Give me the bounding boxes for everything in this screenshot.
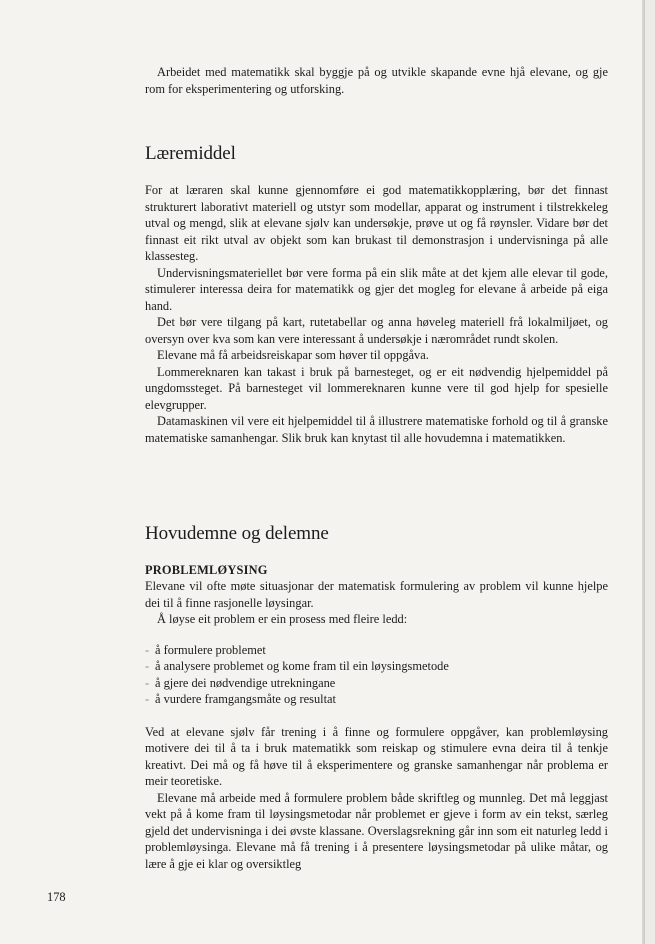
subheading-problemloysing: PROBLEMLØYSING [145,563,268,577]
section-heading-hovudemne: Hovudemne og delemne [145,523,329,544]
laeremiddel-section [145,143,608,446]
page-edge [645,0,655,944]
intro-section [145,64,608,97]
dash-marker: - [145,642,150,657]
laeremiddel-paragraph: For at læraren skal kunne gjennomføre ei god matematikkopplæring, bør det finnast strukturert laborativt materiell og utstyr som modellar, apparat og instrument i tilstrekkeleg utval og mengd, slik at elevane sjølv kan undersøkje, prøve ut og få røynsler. Vidare bør det finnast eit rikt utval av objekt som kan brukast til demonstrasjon i undervisninga på alle klassesteg. [145,183,608,263]
section-heading-laeremiddel: Læremiddel [145,143,236,164]
laeremiddel-paragraph: Elevane må få arbeidsreiskapar som høver til oppgåva. [157,348,429,362]
hovudemne-section [145,523,608,872]
list-item: - å gjere dei nødvendige utrekningane [145,675,336,690]
dash-marker: - [145,692,150,706]
laeremiddel-paragraph: Lommereknaren kan takast i bruk på barnesteget, og er eit nødvendig hjelpemiddel på ungdomssteget. På barnesteget vil lommereknaren kunne vere til god hjelp for spesielle elevgrupper. [145,364,608,412]
laeremiddel-paragraph: Det bør vere tilgang på kart, rutetabellar og anna høveleg materiell frå lokalmiljøet, og oversyn over kva som kan vere interessant å undersøkje i nærområdet rundt skolen. [145,315,608,346]
list-item: - å analysere problemet og kome fram til ein løysingsmetode [145,659,449,673]
page-number: 178 [47,890,66,904]
problemloysing-paragraph: Ved at elevane sjølv får trening i å finne og formulere oppgåver, kan problemløysing motivere dei til å ta i bruk matematikk som reiskap og stimulere evna deira til å tenkje kreativt. Dei må og få høve til å eksperimentere og granske samanhengar når problema er meir teoretiske. [145,724,608,788]
problemloysing-paragraph: Elevane må arbeide med å formulere problem både skriftleg og munnleg. Det må leggjast vekt på å kome fram til løysingsmetodar når problemet er gjeve i form av ein tekst, særleg gjeld det undervisninga i dei øvste klassane. Overslagsrekning går inn som eit naturleg ledd i problemløysinga. Elevane må få trening i å presentere løysingsmetodar på ulike måtar, og lære å gje ei klar og oversiktleg [145,790,608,871]
intro-paragraph: Arbeidet med matematikk skal byggje på og utvikle skapande evne hjå elevane, og gje rom for eksperimentering og utforsking. [145,65,608,96]
problemloysing-paragraph: Å løyse eit problem er ein prosess med fleire ledd: [157,612,408,626]
laeremiddel-paragraph: Undervisningsmateriellet bør vere forma på ein slik måte at det kjem alle elevar til gode, stimulerer interessa deira for matematikk og gjer det mogleg for elevane å arbeide på eiga hand. [145,265,608,313]
list-item: - å vurdere framgangsmåte og resultat [145,692,336,706]
dash-marker: - [145,675,150,690]
process-steps-list [145,642,608,708]
problemloysing-paragraph: Elevane vil ofte møte situasjonar der matematisk formulering av problem vil kunne hjelpe dei til å finne rasjonelle løysingar. [145,579,608,610]
list-item: - å formulere problemet [145,642,266,657]
dash-marker: - [145,659,150,673]
laeremiddel-paragraph: Datamaskinen vil vere eit hjelpemiddel til å illustrere matematiske forhold og til å granske matematiske samanhengar. Slik bruk kan knytast til alle hovudemna i matematikken. [145,414,608,445]
